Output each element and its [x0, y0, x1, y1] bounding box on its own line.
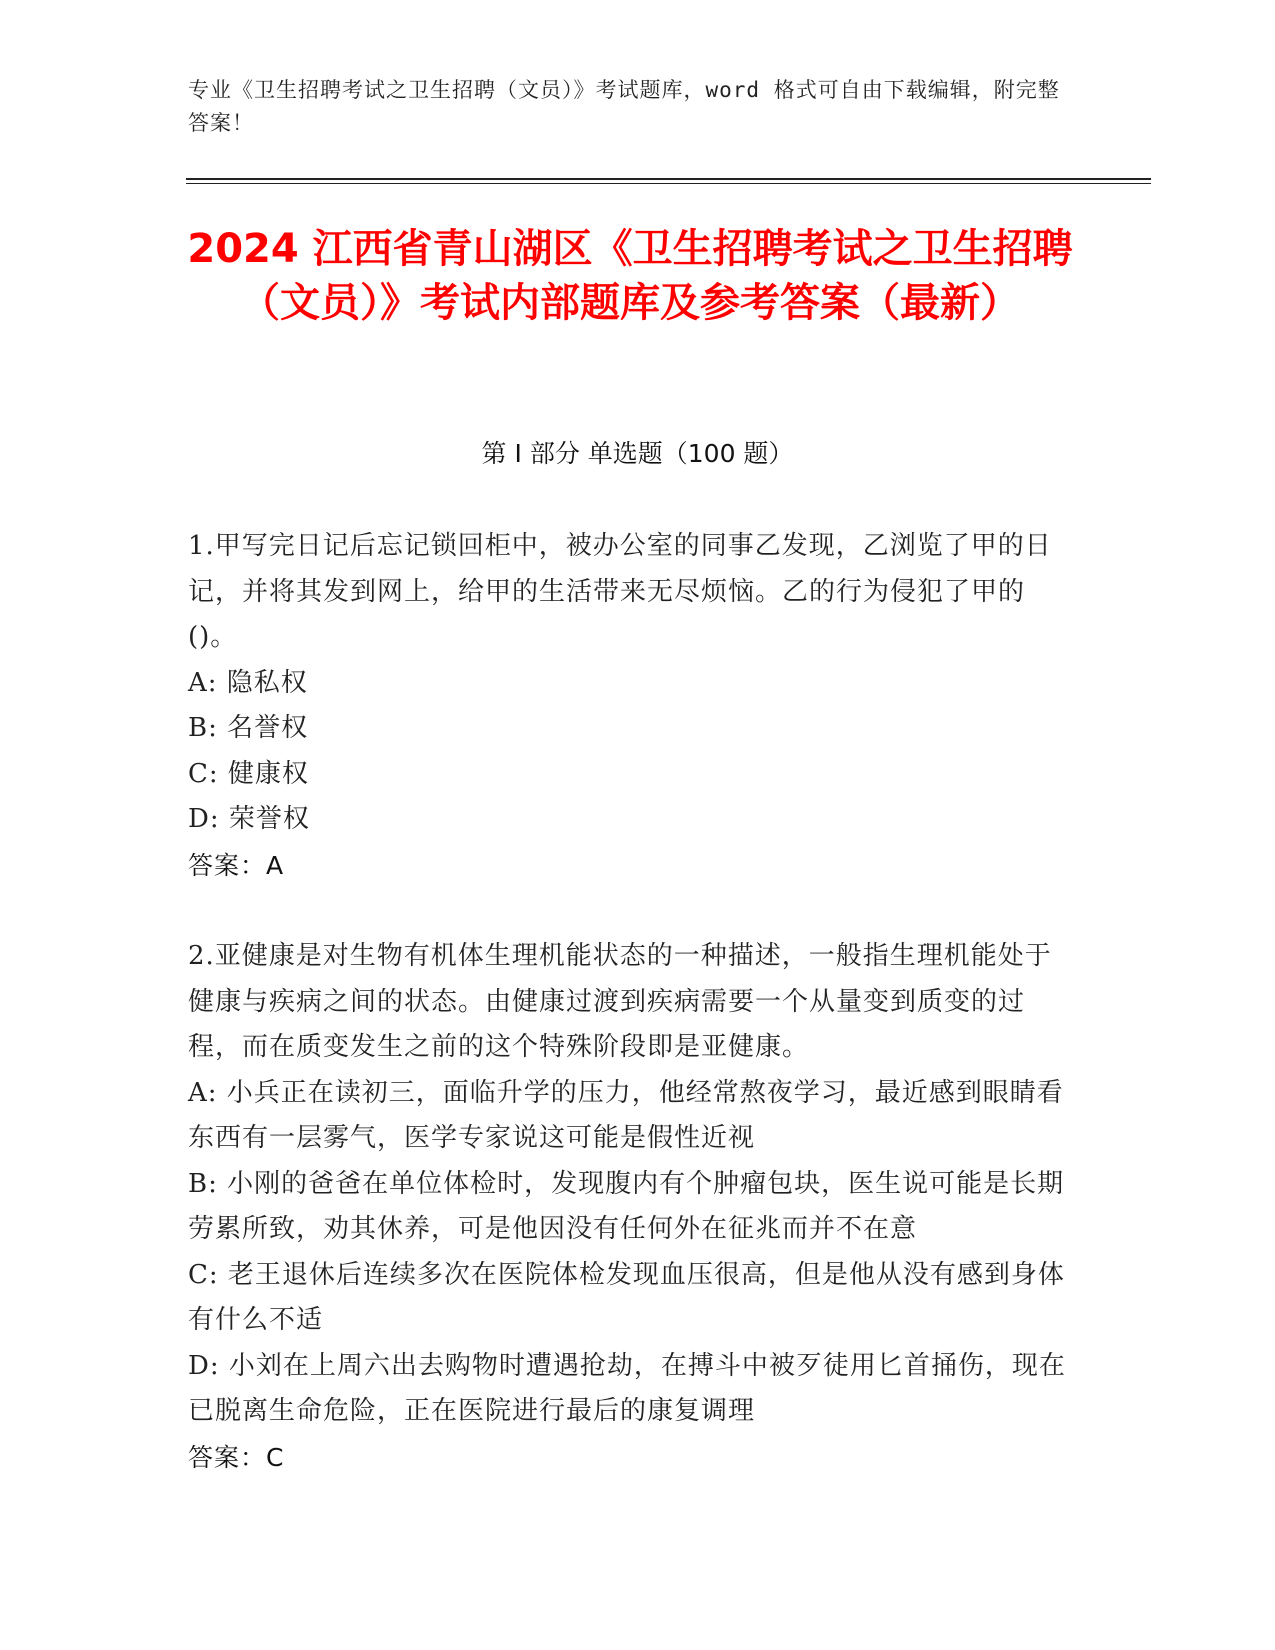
question-stem: 2.亚健康是对生物有机体生理机能状态的一种描述，一般指生理机能处于健康与疾病之间的状态。由健康过渡到疾病需要一个从量变到质变的过程，而在质变发生之前的这个特殊阶段即是亚健康。 [188, 941, 1052, 1062]
option-a: A: 小兵正在读初三，面临升学的压力，他经常熬夜学习，最近感到眼睛看东西有一层雾气，医学专家说这可能是假性近视 [188, 1077, 1064, 1153]
question-2 [188, 934, 1068, 1480]
document-title: 2024 江西省青山湖区《卫生招聘考试之卫生招聘（文员）》考试内部题库及参考答案（最新） [187, 226, 1073, 326]
question-1 [188, 524, 1068, 888]
answer-line: 答案：A [188, 850, 285, 880]
header-divider-thin [186, 183, 1151, 184]
option-c: C: 健康权 [188, 758, 309, 789]
question-stem: 1.甲写完日记后忘记锁回柜中，被办公室的同事乙发现，乙浏览了甲的日记，并将其发到网上，给甲的生活带来无尽烦恼。乙的行为侵犯了甲的()。 [188, 531, 1052, 652]
header-divider-thick [186, 178, 1151, 180]
option-b: B: 名誉权 [188, 713, 309, 743]
answer-line: 答案：C [188, 1442, 285, 1472]
option-a: A: 隐私权 [188, 667, 308, 698]
option-d: D: 小刘在上周六出去购物时遭遇抢劫，在搏斗中被歹徒用匕首捅伤，现在已脱离生命危险，正在医院进行最后的康复调理 [188, 1350, 1066, 1426]
option-b: B: 小刚的爸爸在单位体检时，发现腹内有个肿瘤包块，医生说可能是长期劳累所致，劝其休养，可是他因没有任何外在征兆而并不在意 [188, 1168, 1065, 1244]
option-d: D: 荣誉权 [188, 804, 310, 834]
header-note: 专业《卫生招聘考试之卫生招聘（文员）》考试题库，word 格式可自由下载编辑，附完整答案！ [188, 78, 1060, 135]
section-heading: 第 I 部分 单选题（100 题） [481, 439, 794, 468]
option-c: C: 老王退休后连续多次在医院体检发现血压很高，但是他从没有感到身体有什么不适 [188, 1259, 1065, 1335]
